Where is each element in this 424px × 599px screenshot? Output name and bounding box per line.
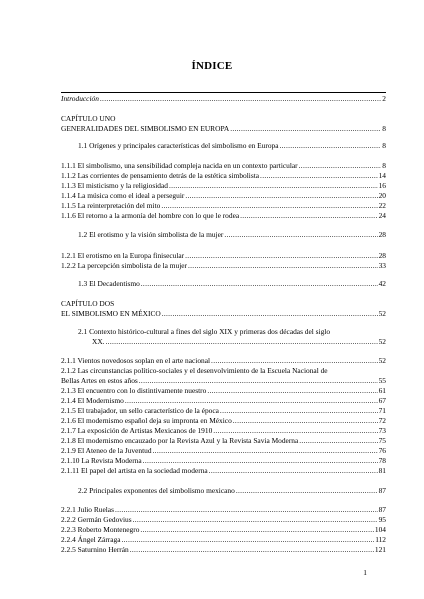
toc-entry[interactable] [61,535,386,545]
toc-entry-label: 2.1.6 El modernismo español deja su impronta en México [61,416,232,425]
toc-entry[interactable] [61,466,386,476]
toc-entry[interactable] [61,386,386,396]
toc-entry-label: 2.1.1 Vientos novedosos soplan en el arte nacional [61,356,211,365]
toc-entry-label: 1.2.1 El erotismo en la Europa finisecular [61,251,185,260]
toc-entry[interactable] [61,356,386,366]
dot-leader [122,535,375,545]
toc-page-number: 71 [378,406,386,415]
toc-entry[interactable] [61,505,386,515]
toc-entry[interactable] [61,261,386,271]
dot-leader [143,456,378,466]
toc-page-number: 72 [378,416,386,425]
toc-page-number: 20 [378,191,386,200]
dot-leader [106,337,378,347]
toc-entry-label: 2.1.9 El Ateneo de la Juventud [61,446,152,455]
toc-entry-2-1-2[interactable] [61,376,386,386]
toc-entry[interactable] [61,436,386,446]
toc-entry-label: 1.1.4 La música como el ideal a perseguir [61,191,185,200]
toc-entry-label: EL SIMBOLISMO EN MÉXICO [61,309,161,318]
toc-entry-label: 2.1.10 La Revista Moderna [61,456,142,465]
toc-page-number: 76 [378,446,386,455]
toc-entry-label: 2.2.1 Julio Ruelas [61,505,114,514]
top-rule [61,92,386,93]
toc-entry-chapter-one[interactable] [61,124,386,134]
toc-entry-label: 2.1.3 El encuentro con lo distintivamente nuestro [61,386,207,395]
toc-page-number: 24 [378,211,386,220]
dot-leader [162,309,378,319]
dot-leader [280,141,382,151]
dot-leader [188,261,378,271]
toc-entry-label: GENERALIDADES DEL SIMBOLISMO EN EUROPA [61,124,230,133]
toc-page-number: 67 [378,396,386,405]
toc-entry-label: 1.1.6 El retorno a la armonía del hombre con lo que le rodea [61,211,240,220]
toc-entry-section-2-2[interactable] [78,486,386,496]
toc-entry-label: 2.1.11 El papel del artista en la sociedad moderna [61,466,208,475]
toc-page-number: 52 [378,309,386,318]
toc-entry-label: 2.1.4 El Modernismo [61,396,124,405]
toc-entry[interactable] [61,426,386,436]
toc-entry-introduccion[interactable] [61,94,386,104]
toc-page-number: 55 [378,376,386,385]
toc-page-number: 75 [378,436,386,445]
toc-page-number: 52 [378,356,386,365]
toc-page-number: 8 [382,124,386,133]
dot-leader [125,396,378,406]
toc-entry[interactable] [61,416,386,426]
toc-page-number: 112 [375,535,386,544]
toc-entry-label: 2.2.4 Ángel Zárraga [61,535,121,544]
toc-entry[interactable] [61,406,386,416]
dot-leader [260,171,378,181]
toc-page-number: 104 [374,525,386,534]
toc-entry-label: Introducción [61,94,99,103]
toc-entry-2-1-2-line1: 2.1.2 Las circunstancias político-sociales y el desenvolvimiento de la Escuela Nacional de [61,366,328,375]
toc-page-number: 8 [382,161,386,170]
toc-page-number: 87 [378,505,386,514]
dot-leader [139,376,378,386]
toc-entry-section-2-1[interactable] [92,337,386,347]
dot-leader [211,356,378,366]
toc-entry-label: 2.2.3 Roberto Montenegro [61,525,140,534]
dot-leader [299,436,377,446]
toc-entry[interactable] [61,201,386,211]
dot-leader [230,124,381,134]
dot-leader [133,515,378,525]
dot-leader [299,161,382,171]
toc-page-number: 95 [378,515,386,524]
toc-page-number: 61 [378,386,386,395]
toc-entry[interactable] [61,161,386,171]
toc-page-number: 73 [378,426,386,435]
toc-entry[interactable] [61,181,386,191]
toc-entry[interactable] [61,545,386,555]
dot-leader [213,426,377,436]
dot-leader [220,406,378,416]
toc-page-number: 78 [378,456,386,465]
toc-entry-label: 1.1 Orígenes y principales características del simbolismo en Europa [78,141,279,150]
toc-page-number: 28 [378,251,386,260]
dot-leader [140,525,373,535]
page-number: 1 [363,568,367,577]
dot-leader [141,279,378,289]
toc-page-number: 121 [374,545,386,554]
dot-leader [185,251,377,261]
toc-entry[interactable] [61,211,386,221]
toc-entry-label: 2.1.8 El modernismo encauzado por la Revista Azul y la Revista Savia Moderna [61,436,299,445]
toc-page-number: 16 [378,181,386,190]
toc-entry-label: Bellas Artes en estos años [61,376,138,385]
toc-entry-chapter-two[interactable] [61,309,386,319]
dot-leader [153,446,378,456]
chapter-one-heading: CAPÍTULO UNO [61,114,116,123]
toc-page-number: 87 [378,486,386,495]
toc-entry-section-1-3[interactable] [78,279,386,289]
dot-leader [233,416,378,426]
toc-page-number: 2 [382,94,386,103]
toc-entry-section-2-1-line1: 2.1 Contexto histórico-cultural a fines del siglo XIX y primeras dos décadas del siglo [78,327,331,336]
toc-page-number: 33 [378,261,386,270]
toc-entry-section-1-2[interactable] [78,230,386,240]
dot-leader [236,486,378,496]
toc-entry[interactable] [61,446,386,456]
toc-entry-label: 1.3 El Decadentismo [78,279,140,288]
toc-entry[interactable] [61,525,386,535]
dot-leader [100,94,381,104]
toc-entry-label: 1.1.1 El simbolismo, una sensibilidad compleja nacida en un contexto particular [61,161,298,170]
dot-leader [224,230,377,240]
page-title: ÍNDICE [191,60,233,72]
chapter-two-heading: CAPÍTULO DOS [61,299,115,308]
toc-entry-label: 1.1.5 La reinterpretación del mito [61,201,161,210]
toc-entry-label: 1.1.2 Las corrientes de pensamiento detrás de la estética simbolista [61,171,260,180]
toc-entry[interactable] [61,396,386,406]
dot-leader [161,201,377,211]
toc-page-number: 81 [378,466,386,475]
toc-entry-label: 2.1.7 La exposición de Artistas Mexicanos de 1910 [61,426,213,435]
toc-page-number: 22 [378,201,386,210]
toc-entry-label: 2.1.5 El trabajador, un sello característico de la época [61,406,219,415]
toc-entry-label: 1.2.2 La percepción simbolista de la mujer [61,261,188,270]
toc-page-number: 14 [378,171,386,180]
toc-page-number: 42 [378,279,386,288]
toc-page-number: 28 [378,230,386,239]
toc-entry-section-1-1[interactable] [78,141,386,151]
dot-leader [240,211,377,221]
toc-entry-label: 1.1.3 El misticismo y la religiosidad [61,181,168,190]
dot-leader [207,386,377,396]
dot-leader [209,466,378,476]
toc-entry[interactable] [61,515,386,525]
toc-page-number: 52 [378,337,386,346]
toc-entry-label: 2.2 Principales exponentes del simbolismo mexicano [78,486,235,495]
toc-entry[interactable] [61,251,386,261]
toc-page-number: 8 [382,141,386,150]
toc-entry-label: XX. [92,337,105,346]
toc-entry-label: 2.2.5 Saturnino Herrán [61,545,129,554]
toc-entry[interactable] [61,191,386,201]
dot-leader [115,505,378,515]
dot-leader [169,181,378,191]
toc-entry[interactable] [61,171,386,181]
dot-leader [130,545,374,555]
toc-entry-label: 2.2.2 Germán Gedovius [61,515,132,524]
dot-leader [185,191,377,201]
toc-entry-label: 1.2 El erotismo y la visión simbolista de la mujer [78,230,224,239]
toc-entry[interactable] [61,456,386,466]
